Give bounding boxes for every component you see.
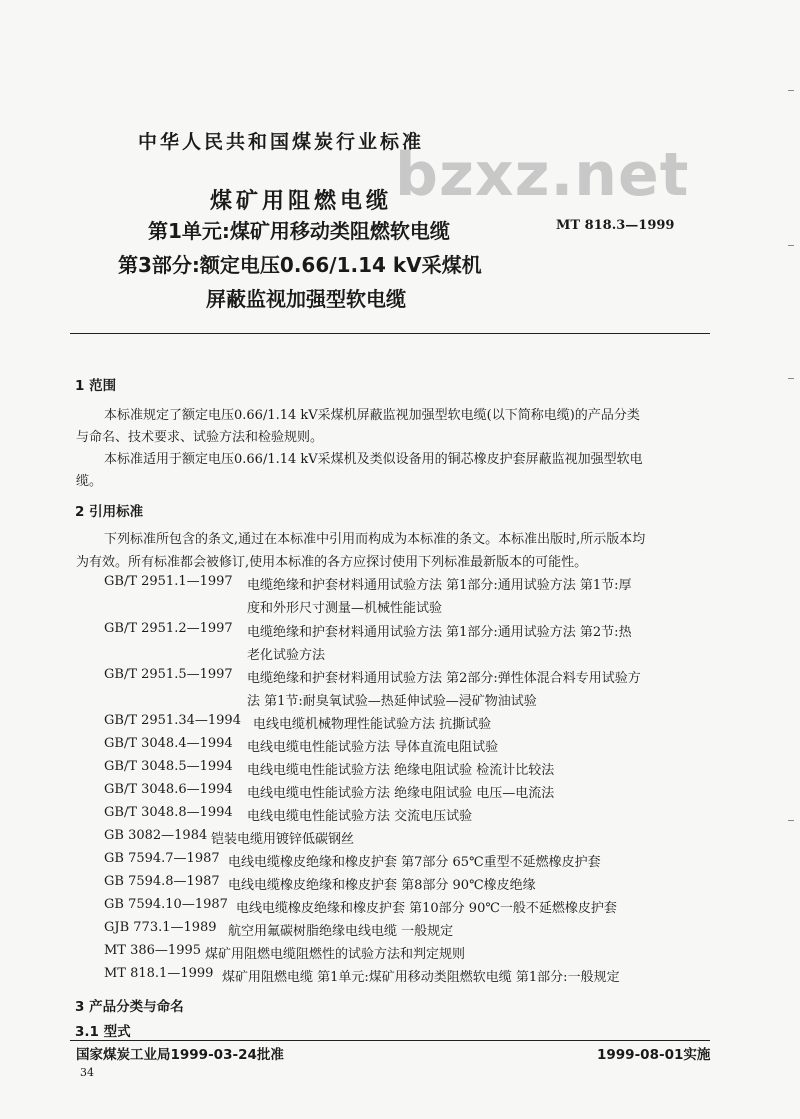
ref-code: GB/T 2951.34—1994 xyxy=(104,713,241,728)
ref-code: GB/T 3048.5—1994 xyxy=(104,759,233,774)
section-3-heading: 3 产品分类与命名 xyxy=(75,999,184,1015)
ref-code: GB 3082—1984 xyxy=(104,828,208,843)
title-line-3: 第3部分:额定电压0.66/1.14 kV采煤机 xyxy=(118,253,482,277)
effective-date: 1999-08-01实施 xyxy=(597,1047,711,1063)
s1-paragraph-1-line-2: 与命名、技术要求、试验方法和检验规则。 xyxy=(76,430,324,445)
ref-code: GB/T 3048.6—1994 xyxy=(104,782,233,797)
footer-divider xyxy=(70,1040,710,1041)
issuing-organization: 中华人民共和国煤炭行业标准 xyxy=(138,131,425,153)
ref-title: 电线电缆电性能试验方法 导体直流电阻试验 xyxy=(247,740,499,755)
ref-code: GB/T 3048.8—1994 xyxy=(104,805,233,820)
ref-code: GB 7594.10—1987 xyxy=(104,897,228,912)
ref-title: 电线电缆橡皮绝缘和橡皮护套 第7部分 65℃重型不延燃橡皮护套 xyxy=(228,855,601,870)
s1-paragraph-2-line-1: 本标准适用于额定电压0.66/1.14 kV采煤机及类似设备用的铜芯橡皮护套屏蔽监视加强型软电 xyxy=(104,452,643,467)
ref-title: 电线电缆机械物理性能试验方法 抗撕试验 xyxy=(253,717,492,732)
ref-title: 铠装电缆用镀锌低碳钢丝 xyxy=(211,832,355,847)
ref-code: GB 7594.8—1987 xyxy=(104,874,220,889)
scan-mark xyxy=(788,245,794,246)
ref-title: 航空用氟碳树脂绝缘电线电缆 一般规定 xyxy=(228,924,454,939)
ref-code: GB/T 2951.1—1997 xyxy=(104,574,233,589)
s2-intro-line-2: 为有效。所有标准都会被修订,使用本标准的各方应探讨使用下列标准最新版本的可能性。 xyxy=(76,555,588,570)
ref-title: 煤矿用阻燃电缆 第1单元:煤矿用移动类阻燃软电缆 第1部分:一般规定 xyxy=(222,970,620,985)
scan-mark xyxy=(788,378,794,379)
ref-title: 电缆绝缘和护套材料通用试验方法 第1部分:通用试验方法 第1节:厚 xyxy=(247,578,632,593)
ref-code: MT 818.1—1999 xyxy=(104,966,214,981)
ref-code: GB/T 2951.2—1997 xyxy=(104,621,233,636)
ref-code: GJB 773.1—1989 xyxy=(104,920,217,935)
title-line-1: 煤矿用阻燃电缆 xyxy=(210,189,393,214)
ref-title: 电缆绝缘和护套材料通用试验方法 第2部分:弹性体混合料专用试验方 xyxy=(247,671,641,686)
ref-code: MT 386—1995 xyxy=(104,943,202,958)
scan-mark xyxy=(788,820,794,821)
ref-title: 电线电缆电性能试验方法 绝缘电阻试验 检流计比较法 xyxy=(247,763,555,778)
s1-paragraph-1-line-1: 本标准规定了额定电压0.66/1.14 kV采煤机屏蔽监视加强型软电缆(以下简称电缆)的产品分类 xyxy=(104,408,640,423)
section-3-1-heading: 3.1 型式 xyxy=(75,1024,131,1040)
ref-title: 煤矿用阻燃电缆阻燃性的试验方法和判定规则 xyxy=(205,947,466,962)
ref-title-cont: 老化试验方法 xyxy=(247,648,326,663)
page-number: 34 xyxy=(80,1066,94,1079)
standard-number: MT 818.3—1999 xyxy=(556,218,675,233)
ref-code: GB/T 2951.5—1997 xyxy=(104,667,233,682)
ref-code: GB/T 3048.4—1994 xyxy=(104,736,233,751)
title-line-2: 第1单元:煤矿用移动类阻燃软电缆 xyxy=(148,219,450,243)
s2-intro-line-1: 下列标准所包含的条文,通过在本标准中引用而构成为本标准的条文。本标准出版时,所示版本均 xyxy=(104,532,646,547)
ref-title: 电线电缆橡皮绝缘和橡皮护套 第10部分 90℃一般不延燃橡皮护套 xyxy=(236,901,617,916)
header-divider xyxy=(70,333,710,334)
ref-title: 电线电缆橡皮绝缘和橡皮护套 第8部分 90℃橡皮绝缘 xyxy=(228,878,536,893)
ref-code: GB 7594.7—1987 xyxy=(104,851,220,866)
ref-title-cont: 度和外形尺寸测量—机械性能试验 xyxy=(247,601,443,616)
title-line-4: 屏蔽监视加强型软电缆 xyxy=(206,287,406,311)
s1-paragraph-2-line-2: 缆。 xyxy=(76,474,103,489)
section-2-heading: 2 引用标准 xyxy=(75,504,144,520)
ref-title: 电缆绝缘和护套材料通用试验方法 第1部分:通用试验方法 第2节:热 xyxy=(247,625,632,640)
ref-title: 电线电缆电性能试验方法 交流电压试验 xyxy=(247,809,473,824)
section-1-heading: 1 范围 xyxy=(75,378,117,394)
approval-statement: 国家煤炭工业局1999-03-24批准 xyxy=(76,1047,284,1063)
watermark: bzxz.net xyxy=(395,140,690,210)
ref-title: 电线电缆电性能试验方法 绝缘电阻试验 电压—电流法 xyxy=(247,786,555,801)
ref-title-cont: 法 第1节:耐臭氧试验—热延伸试验—浸矿物油试验 xyxy=(247,694,537,709)
scan-mark xyxy=(788,90,794,91)
